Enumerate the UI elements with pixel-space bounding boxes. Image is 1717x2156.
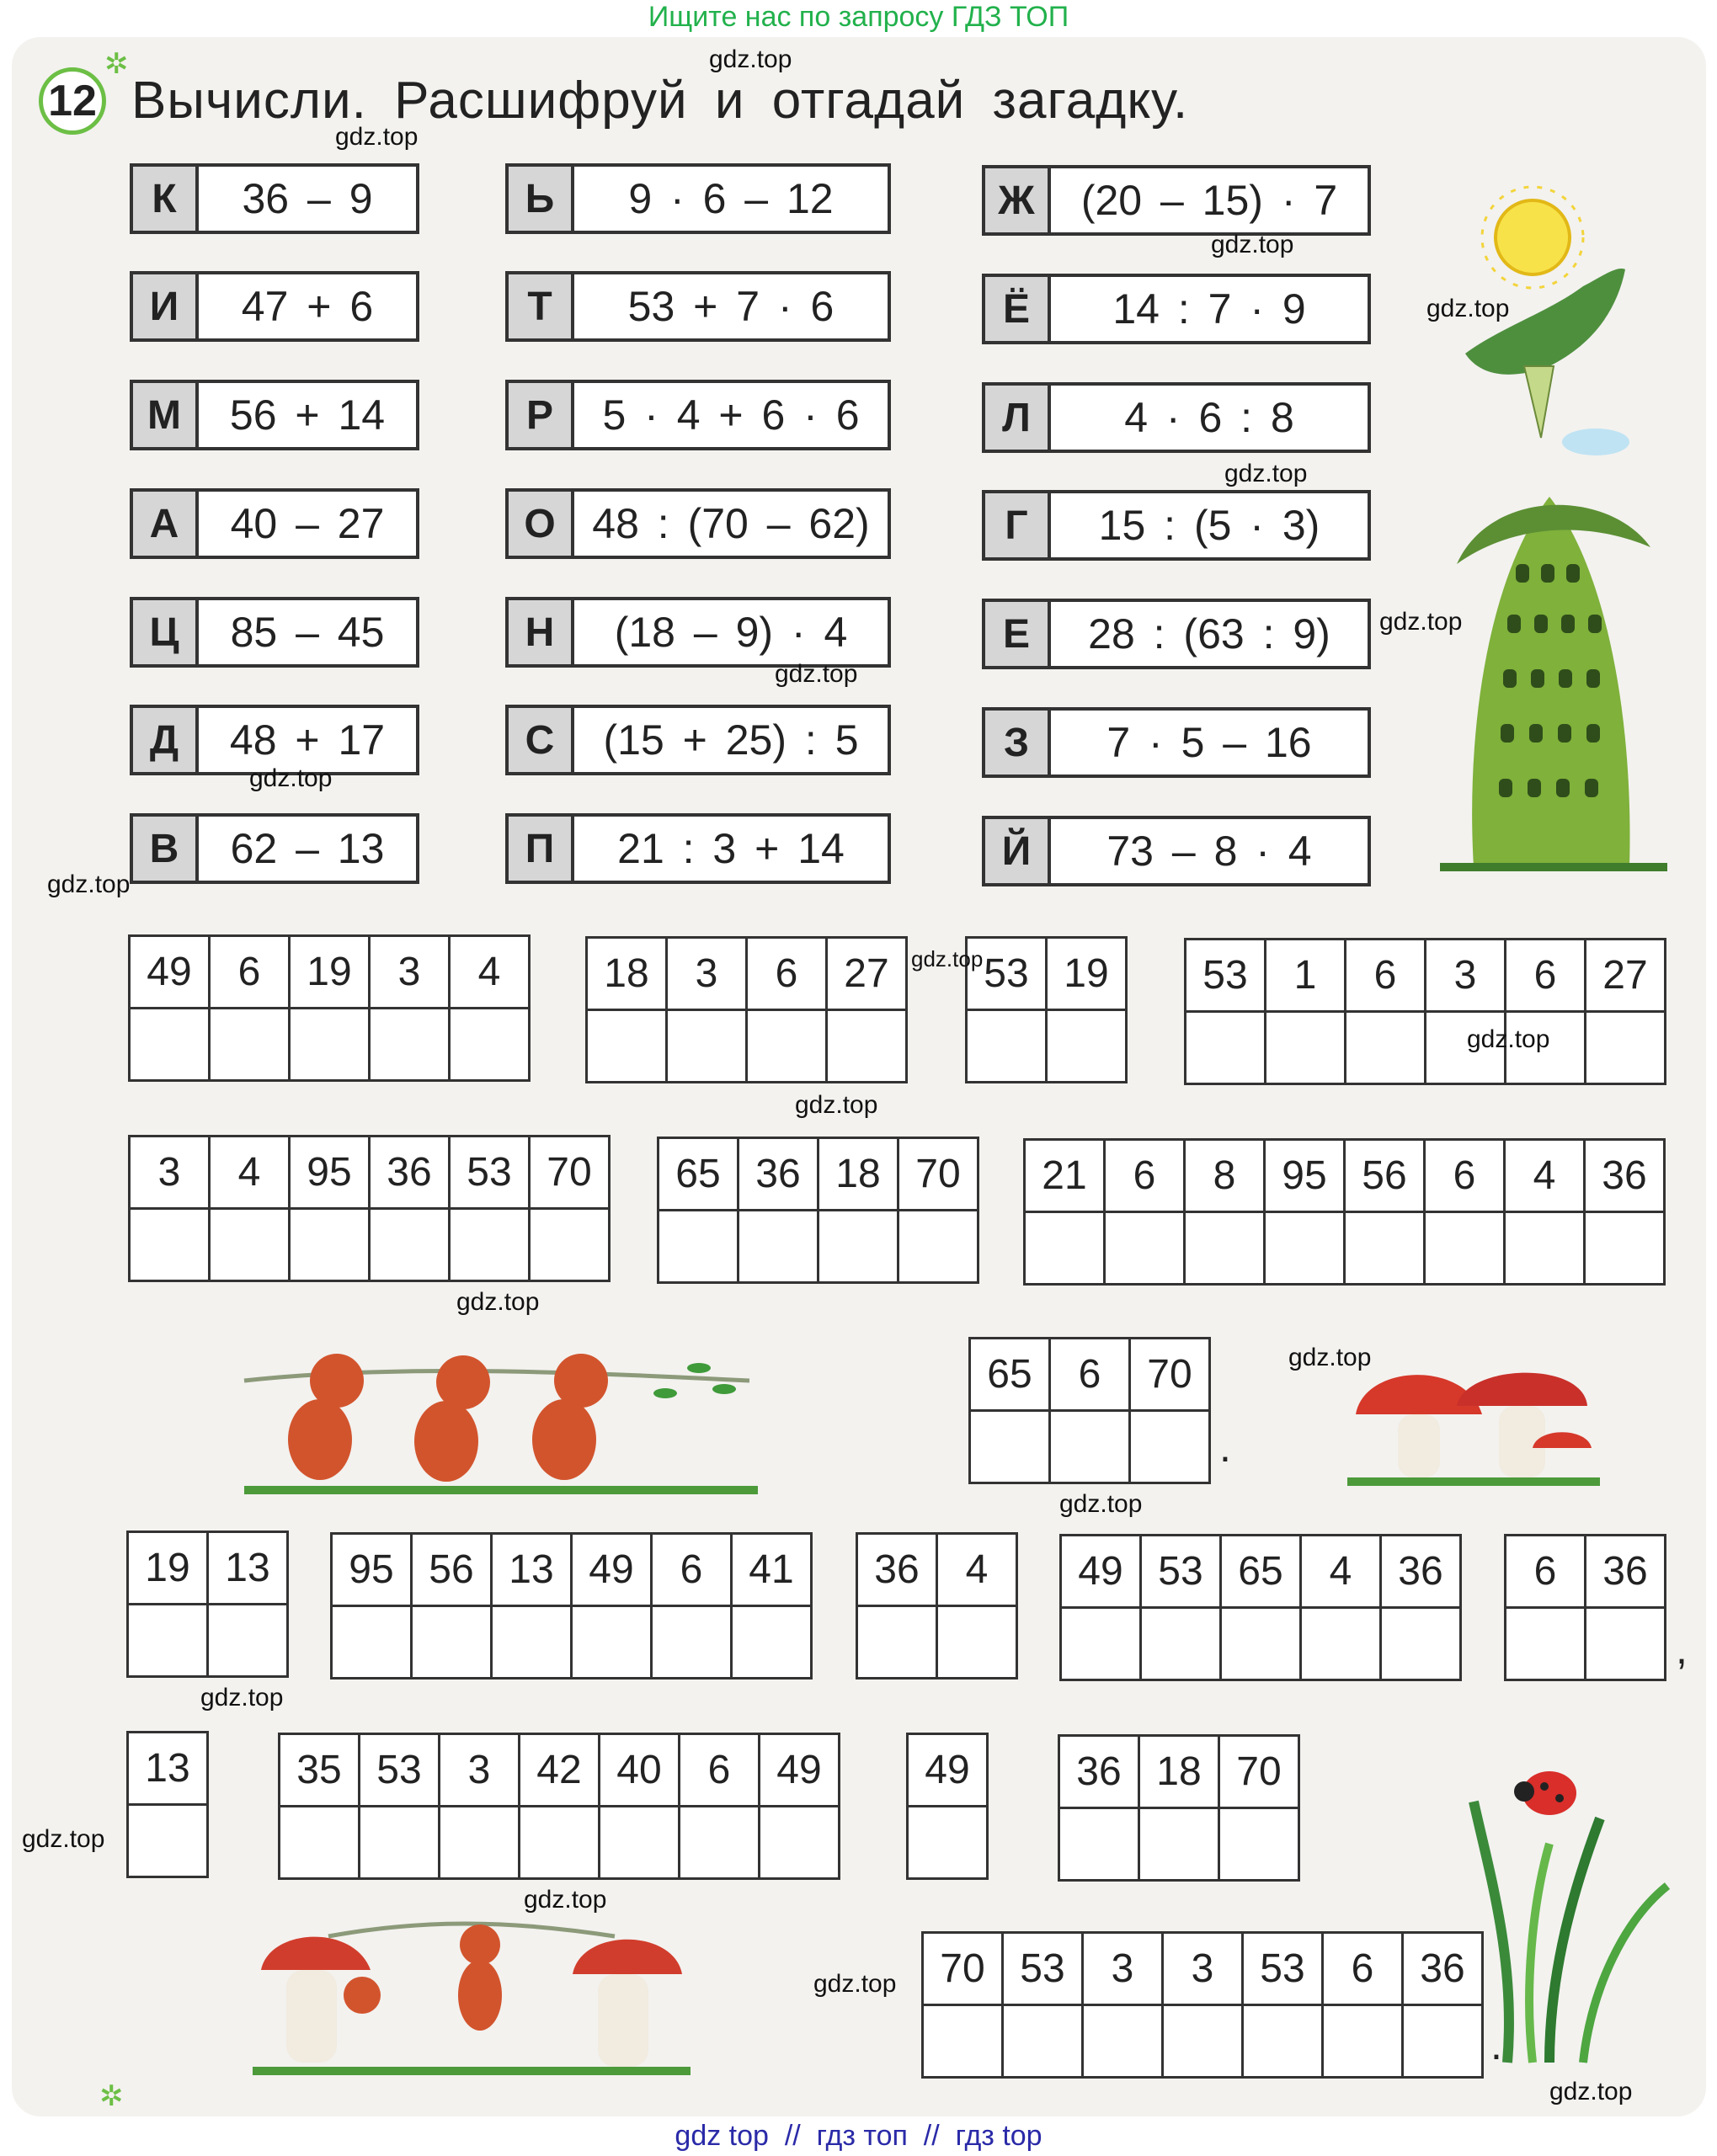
answer-grid: [1058, 1734, 1300, 1882]
letter-cell[interactable]: [130, 1009, 210, 1081]
star-icon: ✲: [99, 2080, 124, 2112]
letter-cell[interactable]: [819, 1211, 898, 1283]
cipher-letter: Р: [509, 383, 574, 447]
grid-number: 36: [370, 1137, 450, 1209]
answer-grid: [657, 1137, 979, 1284]
grid-number: 27: [1586, 940, 1666, 1012]
letter-cell[interactable]: [760, 1807, 840, 1879]
letter-cell[interactable]: [1105, 1212, 1185, 1285]
letter-cell[interactable]: [659, 1211, 739, 1283]
letter-cell[interactable]: [1059, 1808, 1139, 1881]
answer-grid: [330, 1532, 813, 1680]
cipher-card: [505, 597, 891, 668]
letter-cell[interactable]: [1585, 1212, 1665, 1285]
grid-number: 4: [450, 936, 530, 1009]
grid-number: 13: [208, 1532, 288, 1605]
letter-cell[interactable]: [290, 1209, 370, 1281]
letter-cell[interactable]: [360, 1807, 440, 1879]
letter-cell[interactable]: [1219, 1808, 1299, 1881]
cipher-letter: А: [133, 492, 199, 556]
grid-number: 65: [970, 1339, 1050, 1411]
cipher-letter: О: [509, 492, 574, 556]
grid-number: 53: [1141, 1536, 1221, 1608]
period-mark: .: [1490, 2021, 1502, 2068]
letter-cell[interactable]: [450, 1209, 530, 1281]
watermark-label: gdz.top: [1467, 1025, 1550, 1053]
letter-cell[interactable]: [1586, 1608, 1666, 1680]
cipher-expression: 14 : 7 · 9: [1112, 285, 1306, 333]
answer-grid: [965, 936, 1128, 1083]
answer-grid: [128, 1135, 611, 1282]
letter-cell[interactable]: [1047, 1010, 1127, 1083]
cipher-letter: Е: [985, 602, 1051, 666]
answer-grid: [126, 1731, 209, 1878]
letter-cell[interactable]: [1141, 1608, 1221, 1680]
letter-cell[interactable]: [1186, 1012, 1266, 1084]
letter-cell[interactable]: [1163, 2005, 1243, 2078]
watermark-label: gdz.top: [1059, 1490, 1143, 1518]
letter-cell[interactable]: [1130, 1411, 1210, 1483]
mushrooms-illustration: [1347, 1355, 1600, 1490]
letter-cell[interactable]: [208, 1605, 288, 1677]
cipher-card: [982, 382, 1371, 453]
top-banner: Ищите нас по запросу ГДЗ ТОП: [648, 1, 1069, 33]
grid-number: 3: [370, 936, 450, 1009]
grid-number: 53: [360, 1734, 440, 1807]
cipher-card: [982, 490, 1371, 561]
letter-cell[interactable]: [450, 1009, 530, 1081]
cipher-letter: Н: [509, 600, 574, 664]
grid-number: 3: [667, 938, 747, 1010]
letter-cell[interactable]: [128, 1605, 208, 1677]
grid-number: 6: [1425, 1140, 1505, 1212]
grid-number: 53: [1243, 1933, 1323, 2005]
letter-cell[interactable]: [130, 1209, 210, 1281]
letter-cell[interactable]: [1323, 2005, 1403, 2078]
letter-cell[interactable]: [739, 1211, 819, 1283]
watermark-label: gdz.top: [249, 764, 333, 792]
grid-number: 6: [1105, 1140, 1185, 1212]
watermark-label: gdz.top: [524, 1886, 607, 1914]
cipher-expression: 36 – 9: [242, 175, 373, 222]
cipher-letter: И: [133, 274, 199, 338]
grid-number: 6: [1323, 1933, 1403, 2005]
grid-number: 36: [1059, 1736, 1139, 1808]
cipher-letter: П: [509, 817, 574, 881]
answer-grid: [921, 1931, 1484, 2079]
letter-cell[interactable]: [587, 1010, 667, 1083]
cipher-expression: 85 – 45: [230, 609, 385, 656]
cipher-expression: (15 + 25) : 5: [603, 716, 859, 764]
cipher-expression: 15 : (5 · 3): [1098, 502, 1320, 549]
grid-number: 49: [130, 936, 210, 1009]
letter-cell[interactable]: [332, 1606, 412, 1679]
grid-number: 8: [1185, 1140, 1265, 1212]
grid-number: 35: [280, 1734, 360, 1807]
letter-cell[interactable]: [1139, 1808, 1219, 1881]
letter-cell[interactable]: [680, 1807, 760, 1879]
letter-cell[interactable]: [1185, 1212, 1265, 1285]
watermark-label: gdz.top: [813, 1970, 897, 1998]
letter-cell[interactable]: [1505, 1212, 1585, 1285]
cipher-card: [130, 380, 419, 450]
letter-cell[interactable]: [280, 1807, 360, 1879]
grid-number: 56: [1345, 1140, 1425, 1212]
cipher-card: [130, 163, 419, 234]
cipher-expression: 53 + 7 · 6: [627, 283, 835, 330]
letter-cell[interactable]: [923, 2005, 1003, 2078]
children-swinging-illustration: [253, 1911, 691, 2079]
star-icon: ✲: [104, 48, 129, 80]
letter-cell[interactable]: [1425, 1212, 1505, 1285]
watermark-label: gdz.top: [200, 1684, 284, 1711]
grid-number: 27: [827, 938, 907, 1010]
cipher-expression: 62 – 13: [230, 825, 385, 872]
grid-number: 95: [332, 1534, 412, 1606]
letter-cell[interactable]: [970, 1411, 1050, 1483]
letter-cell[interactable]: [747, 1010, 827, 1083]
letter-cell[interactable]: [440, 1807, 520, 1879]
period-mark: .: [1219, 1424, 1231, 1471]
cipher-letter: З: [985, 711, 1051, 775]
cipher-expression: 28 : (63 : 9): [1088, 610, 1330, 657]
grid-number: 6: [652, 1534, 732, 1606]
cipher-card: [982, 165, 1371, 236]
grid-number: 70: [530, 1137, 610, 1209]
letter-cell[interactable]: [937, 1606, 1017, 1679]
children-pulling-branch-illustration: [227, 1330, 775, 1499]
answer-grid: [1023, 1138, 1666, 1286]
answer-grid: [128, 934, 531, 1082]
watermark-label: gdz.top: [1211, 231, 1294, 258]
cipher-expression: 21 : 3 + 14: [617, 825, 845, 872]
answer-grid: [278, 1733, 840, 1880]
grid-number: 3: [1163, 1933, 1243, 2005]
cipher-card: [130, 271, 419, 342]
answer-grid: [856, 1532, 1018, 1680]
grid-number: 3: [130, 1137, 210, 1209]
grid-number: 6: [1506, 940, 1586, 1012]
cipher-letter: В: [133, 817, 199, 881]
cipher-expression: (18 – 9) · 4: [614, 609, 848, 656]
letter-cell[interactable]: [1346, 1012, 1426, 1084]
answer-grid: [1059, 1534, 1462, 1681]
letter-cell[interactable]: [1345, 1212, 1425, 1285]
grid-number: 3: [1083, 1933, 1163, 2005]
letter-cell[interactable]: [210, 1009, 290, 1081]
letter-cell[interactable]: [652, 1606, 732, 1679]
grid-number: 36: [1403, 1933, 1483, 2005]
grid-number: 4: [1301, 1536, 1381, 1608]
grid-number: 53: [1003, 1933, 1083, 2005]
letter-cell[interactable]: [370, 1009, 450, 1081]
cipher-expression: 4 · 6 : 8: [1124, 394, 1294, 441]
grid-number: 19: [290, 936, 370, 1009]
cipher-letter: К: [133, 167, 199, 231]
watermark-label: gdz.top: [1379, 608, 1463, 636]
grid-number: 41: [732, 1534, 812, 1606]
letter-cell[interactable]: [210, 1209, 290, 1281]
watermark-label: gdz.top: [709, 45, 792, 73]
cipher-letter: Д: [133, 708, 199, 772]
watermark-label: gdz.top: [22, 1825, 105, 1853]
comma-mark: ,: [1676, 1626, 1688, 1673]
cipher-expression: (20 – 15) · 7: [1080, 177, 1338, 224]
grid-number: 36: [1381, 1536, 1461, 1608]
cipher-expression: 5 · 4 + 6 · 6: [602, 391, 860, 439]
cipher-card: [505, 705, 891, 775]
grid-number: 4: [937, 1534, 1017, 1606]
cipher-card: [505, 813, 891, 884]
letter-cell[interactable]: [128, 1805, 208, 1877]
watermark-label: gdz.top: [1288, 1344, 1372, 1371]
cipher-letter: Й: [985, 819, 1051, 883]
cipher-letter: Ж: [985, 168, 1051, 232]
cipher-letter: Г: [985, 493, 1051, 557]
watermark-label: gdz.top: [1224, 460, 1308, 487]
grid-number: 65: [659, 1138, 739, 1211]
grid-number: 56: [412, 1534, 492, 1606]
grid-number: 36: [739, 1138, 819, 1211]
footer-links: gdz top // гдз топ // гдз top: [675, 2120, 1042, 2152]
cipher-card: [982, 274, 1371, 344]
letter-cell[interactable]: [857, 1606, 937, 1679]
letter-cell[interactable]: [1025, 1212, 1105, 1285]
grid-number: 6: [680, 1734, 760, 1807]
cipher-letter: М: [133, 383, 199, 447]
letter-cell[interactable]: [1265, 1212, 1345, 1285]
grid-number: 6: [747, 938, 827, 1010]
grid-number: 3: [1426, 940, 1506, 1012]
answer-grid: [906, 1733, 989, 1880]
watermark-label: gdz.top: [456, 1288, 540, 1316]
grid-number: 19: [1047, 938, 1127, 1010]
letter-cell[interactable]: [898, 1211, 978, 1283]
watermark-label: gdz.top: [47, 870, 131, 898]
grid-number: 49: [760, 1734, 840, 1807]
letter-cell[interactable]: [492, 1606, 572, 1679]
grid-number: 18: [587, 938, 667, 1010]
cipher-card: [982, 707, 1371, 778]
grid-number: 40: [600, 1734, 680, 1807]
cipher-card: [505, 488, 891, 559]
grid-number: 49: [572, 1534, 652, 1606]
grid-number: 36: [857, 1534, 937, 1606]
answer-grid: [1504, 1534, 1666, 1681]
cipher-expression: 9 · 6 – 12: [628, 175, 834, 222]
cipher-letter: Ь: [509, 167, 574, 231]
letter-cell[interactable]: [1381, 1608, 1461, 1680]
grid-number: 4: [210, 1137, 290, 1209]
grid-number: 3: [440, 1734, 520, 1807]
grid-number: 95: [290, 1137, 370, 1209]
watermark-label: gdz.top: [335, 123, 419, 151]
letter-cell[interactable]: [1050, 1411, 1130, 1483]
watermark-label: gdz.top: [775, 660, 858, 688]
grid-number: 42: [520, 1734, 600, 1807]
grid-number: 6: [1506, 1536, 1586, 1608]
cipher-card: [130, 813, 419, 884]
cipher-card: [505, 271, 891, 342]
letter-cell[interactable]: [827, 1010, 907, 1083]
grid-number: 49: [908, 1734, 988, 1807]
cipher-expression: 56 + 14: [229, 391, 386, 439]
letter-cell[interactable]: [530, 1209, 610, 1281]
grid-number: 36: [1585, 1140, 1665, 1212]
answer-grid: [968, 1337, 1211, 1484]
cipher-letter: Т: [509, 274, 574, 338]
cipher-card: [505, 380, 891, 450]
letter-cell[interactable]: [732, 1606, 812, 1679]
watermark-label: gdz.top: [911, 946, 984, 972]
task-title: Вычисли. Расшифруй и отгадай загадку.: [131, 72, 1189, 130]
grid-number: 13: [492, 1534, 572, 1606]
grid-number: 70: [923, 1933, 1003, 2005]
grid-number: 18: [819, 1138, 898, 1211]
letter-cell[interactable]: [1003, 2005, 1083, 2078]
answer-grid: [1184, 938, 1666, 1085]
ladybug-grass-illustration: [1457, 1751, 1709, 2071]
cipher-letter: Л: [985, 386, 1051, 450]
letter-cell[interactable]: [600, 1807, 680, 1879]
grid-number: 13: [128, 1733, 208, 1805]
letter-cell[interactable]: [1266, 1012, 1346, 1084]
answer-grid: [585, 936, 908, 1083]
cipher-card: [982, 816, 1371, 886]
grid-number: 4: [1505, 1140, 1585, 1212]
letter-cell[interactable]: [1301, 1608, 1381, 1680]
grid-number: 53: [967, 938, 1047, 1010]
cipher-card: [130, 597, 419, 668]
letter-cell[interactable]: [412, 1606, 492, 1679]
letter-cell[interactable]: [290, 1009, 370, 1081]
letter-cell[interactable]: [667, 1010, 747, 1083]
grid-number: 95: [1265, 1140, 1345, 1212]
task-number-badge: 12: [39, 67, 106, 135]
cipher-expression: 40 – 27: [230, 500, 385, 547]
answer-grid: [126, 1530, 289, 1678]
letter-cell[interactable]: [520, 1807, 600, 1879]
letter-cell[interactable]: [1586, 1012, 1666, 1084]
letter-cell[interactable]: [572, 1606, 652, 1679]
cipher-card: [130, 488, 419, 559]
letter-cell[interactable]: [908, 1807, 988, 1879]
cipher-expression: 48 : (70 – 62): [592, 500, 870, 547]
cipher-expression: 47 + 6: [241, 283, 374, 330]
grid-number: 65: [1221, 1536, 1301, 1608]
grid-number: 70: [1130, 1339, 1210, 1411]
letter-cell[interactable]: [370, 1209, 450, 1281]
grid-number: 49: [1061, 1536, 1141, 1608]
grid-number: 70: [1219, 1736, 1299, 1808]
cipher-letter: С: [509, 708, 574, 772]
cipher-expression: 48 + 17: [229, 716, 386, 764]
letter-cell[interactable]: [1506, 1608, 1586, 1680]
cipher-letter: Ё: [985, 277, 1051, 341]
grid-number: 1: [1266, 940, 1346, 1012]
watermark-label: gdz.top: [1549, 2078, 1633, 2105]
watermark-label: gdz.top: [1426, 295, 1510, 322]
grid-number: 70: [898, 1138, 978, 1211]
grid-number: 21: [1025, 1140, 1105, 1212]
tree-house-illustration: [1440, 471, 1667, 876]
cipher-letter: Ц: [133, 600, 199, 664]
grid-number: 53: [450, 1137, 530, 1209]
cipher-expression: 7 · 5 – 16: [1106, 719, 1312, 766]
grid-number: 6: [1346, 940, 1426, 1012]
cipher-card: [505, 163, 891, 234]
sun-tree-illustration: [1448, 185, 1650, 463]
cipher-expression: 73 – 8 · 4: [1106, 828, 1312, 875]
cipher-card: [982, 599, 1371, 669]
letter-cell[interactable]: [1083, 2005, 1163, 2078]
grid-number: 53: [1186, 940, 1266, 1012]
grid-number: 19: [128, 1532, 208, 1605]
letter-cell[interactable]: [1061, 1608, 1141, 1680]
grid-number: 6: [1050, 1339, 1130, 1411]
watermark-label: gdz.top: [795, 1091, 878, 1119]
letter-cell[interactable]: [1221, 1608, 1301, 1680]
grid-number: 18: [1139, 1736, 1219, 1808]
grid-number: 36: [1586, 1536, 1666, 1608]
letter-cell[interactable]: [967, 1010, 1047, 1083]
letter-cell[interactable]: [1243, 2005, 1323, 2078]
grid-number: 6: [210, 936, 290, 1009]
